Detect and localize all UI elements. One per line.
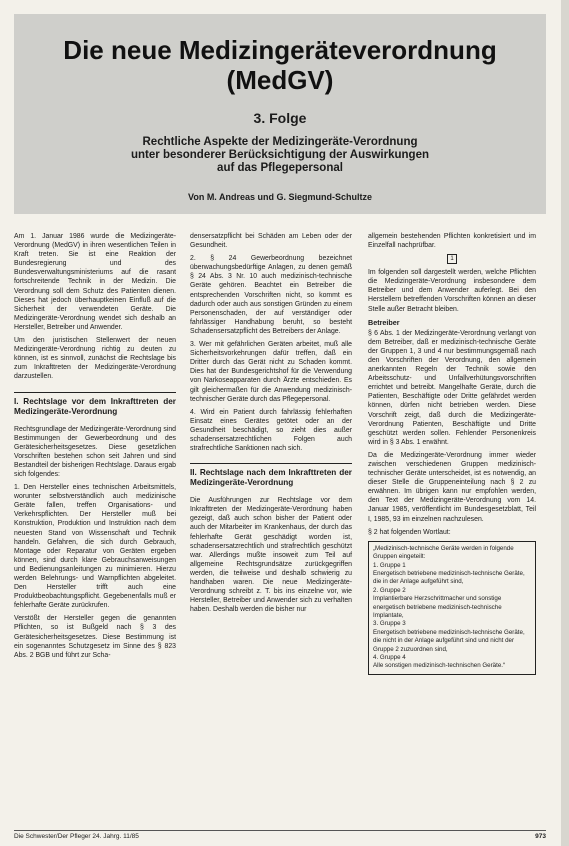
quote-line: „Medizinisch-technische Geräte werden in folgende Gruppen eingeteilt: bbox=[373, 544, 514, 561]
quote-line: 3. Gruppe 3 bbox=[373, 620, 406, 628]
article-subtitle-line1: Rechtliche Aspekte der Medizingeräte-Verordnung bbox=[142, 136, 418, 148]
legal-quote-box bbox=[368, 541, 536, 675]
paragraph: Da die Medizingeräte-Verordnung immer wieder zwischen verschiedenen Gruppen medizinisch-technischer Geräte unterscheidet, ist es notwendig, an dieser Stelle die Gruppeneinteilung nach § 2 zu erwähnen. Im übrigen kann nur empfohlen werden, den Text der Medizingeräte-Verordnung vom 14. Januar 1985, veröffentlicht im Bundesgesetzblatt, Teil I, 1985, 93 im einzelnen nachzulesen. bbox=[368, 451, 536, 523]
article-header bbox=[14, 14, 546, 214]
quote-line: Energetisch betriebene medizinisch-technische Geräte, die nicht in der Anlage aufgeführt sind und nicht der Gruppe 2 zuzuordnen sind, bbox=[373, 628, 525, 653]
paragraph: 3. Wer mit gefährlichen Geräten arbeitet, muß alle Sicherheitsvorkehrungen dafür treffen, daß ein Dritter durch das Gerät nicht zu Schaden kommt. Dies hat der Bundesgerichtshof für die Verwendung von Narkoseapparaten durch Ärzte entschieden. Es gilt gleichermaßen für die Anwendung medizinisch-technischer Geräte durch das Pflegepersonal. bbox=[190, 341, 352, 403]
article-subtitle-line3: auf das Pflegepersonal bbox=[217, 162, 343, 174]
article-subtitle-line2: unter besonderer Berücksichtigung der Auswirkungen bbox=[131, 149, 429, 161]
quote-line: Alle sonstigen medizinisch-technischen Geräte.“ bbox=[373, 662, 506, 670]
quote-line: Implantierbare Herzschrittmacher und sonstige energetisch betriebene medizinisch-technische Implantate, bbox=[373, 595, 502, 619]
text-column-3 bbox=[368, 232, 536, 826]
quote-line: 4. Gruppe 4 bbox=[373, 654, 406, 661]
journal-citation: Die Schwester/Der Pfleger 24. Jahrg. 11/85 bbox=[14, 833, 139, 840]
quote-line: 1. Gruppe 1 bbox=[373, 561, 406, 569]
paragraph: Am 1. Januar 1986 wurde die Medizingeräte-Verordnung (MedGV) in ihren wesentlichen Teilen in Kraft treten. Sie ist eine Reaktion der Bundesregierung und des Bundesverwaltungsministeriums auf die rasant fortschreitende Technik in der Medizin. Die Verordnung soll dem Schutz des Patienten dienen. Dieses hat jedoch überhauptkeinen Einfluß auf die Sicherheit der verwendeten Geräte. Die Medizingeräte-Verordnung wendet sich deshalb an Hersteller, Betreiber und Anwender. bbox=[14, 233, 176, 331]
section-marker bbox=[368, 254, 536, 264]
page-number: 973 bbox=[535, 833, 546, 840]
paragraph: Verstößt der Hersteller gegen die genannten Pflichten, so ist Bußgeld nach § 3 des Gerätesicherheitsgesetzes. Diese Bestimmung ist ein sogenanntes Schutzgesetz im Sinne des § 823 Abs. 2 BGB und führt zur Scha- bbox=[14, 615, 176, 659]
paragraph: Rechtsgrundlage der Medizingeräte-Verordnung sind Bestimmungen der Gewerbeordnung und des Gerätesicherheitsgesetzes. Diese gesetzlichen Vorschriften bestehen schon seit Jahren und sind Bestandteil der bisherigen Rechtslage. Daraus ergab sich folgendes: bbox=[14, 425, 176, 478]
paragraph: § 2 hat folgenden Wortlaut: bbox=[368, 528, 451, 536]
paragraph: 1. Den Hersteller eines technischen Arbeitsmittels, worunter selbstverständlich auch medizinische Geräte fallen, treffen Organisations- und Verkehrspflichten. Der Hersteller muß bei Konstruktion, Produktion und Instruktion nach dem neuesten Stand von Wissenschaft und Technik handeln. Gefahren, die sich durch Gebrauch, Montage oder Reparatur von Geräten ergeben können, sind durch klare Gebrauchsanweisungen und Bedienungsanleitungen zu minimieren. Hierzu werden Belehrungs- und Warnpflichten abgeleitet. Den Hersteller trifft auch eine Produktbeobachtungspflicht. Gegebenenfalls muß er fehlerhafte Geräte zurückrufen. bbox=[14, 484, 176, 610]
section-heading-2: II. Rechtslage nach dem Inkrafttreten der Medizingeräte-Verordnung bbox=[190, 463, 352, 488]
quote-line: 2. Gruppe 2 bbox=[373, 586, 406, 594]
paragraph: § 6 Abs. 1 der Medizingeräte-Verordnung verlangt von dem Betreiber, daß er medizinisch-technische Geräte der Gruppen 1, 3 und 4 nur bestimmungsgemäß nach den Vorschriften der Verordnung, den allgemein anerkannten Regeln der Technik sowie den Arbeitsschutz- und Unfallverhütungsvorschriften errichtet und betreibt. Mangelhafte Geräte, durch die Patienten, Beschäftigte oder Dritte gefährdet werden können, dürfen nicht betrieben werden. Diese Vorschrift zeigt, daß durch die Medizingeräte-Verordnung Patienten, Beschäftigte und Dritte geschützt werden sollen. Fehlender Personenkreis wird in § 3 Abs. 1 erwähnt. bbox=[368, 329, 536, 446]
section-heading-1: I. Rechtslage vor dem Inkrafttreten der Medizingeräte-Verordnung bbox=[14, 392, 176, 417]
paragraph: Die Ausführungen zur Rechtslage vor dem Inkrafttreten der Medizingeräte-Verordnung haben gezeigt, daß auch schon bisher der Patient oder auch der Mitarbeiter im Krankenhaus, der durch das fehlerhafte Gerät geschädigt worden ist, schadensersatzrechtlich und strafrechtlich geschützt war. Allerdings mußte insoweit zum Teil auf allgemeine Rechtsgrundsätze zurückgegriffen werden, die teilweise und deshalb schwierig zu handhaben waren. Die neue Medizingeräte-Verordnung schreibt z. T. bis ins einzelne vor, wie Hersteller, Betreiber und Anwender sich zu verhalten haben. Deshalb werden die bisher nur bbox=[190, 497, 352, 614]
quote-line: Energetisch betriebene medizinisch-technische Geräte, die in der Anlage aufgeführt sind, bbox=[373, 569, 525, 586]
paragraph: 4. Wird ein Patient durch fahrlässig fehlerhaften Einsatz eines Gerätes getötet oder an der Gesundheit beschädigt, so zieht dies außer schadensersatzrechtlichen Folgen auch strafrechtliche Sanktionen nach sich. bbox=[190, 408, 352, 453]
page-footer bbox=[14, 830, 546, 841]
text-column-1 bbox=[14, 232, 176, 826]
article-authors: Von M. Andreas und G. Siegmund-Schultze bbox=[187, 192, 372, 202]
article-title: Die neue Medizingeräteverordnung bbox=[63, 35, 497, 65]
paragraph: Im folgenden soll dargestellt werden, welche Pflichten die Medizingeräte-Verordnung insbesondere dem Betreiber und dem Anwender auferlegt. Bei den Herstellern betreffenden Vorschriften können an dieser Stelle außer Betracht bleiben. bbox=[368, 269, 536, 313]
article-title-abbreviation: (MedGV) bbox=[226, 65, 334, 95]
paragraph: densersatzpflicht bei Schäden am Leben oder der Gesundheit. bbox=[190, 233, 352, 250]
scan-edge bbox=[561, 0, 569, 846]
paragraph: allgemein bestehenden Pflichten konkretisiert und im Einzelfall nachprüfbar. bbox=[368, 233, 536, 250]
paragraph: 2. § 24 Gewerbeordnung bezeichnet überwachungsbedürftige Anlagen, zu denen gemäß § 24 Abs. 3 Nr. 10 auch medizinisch-technische Geräte gehören. Beachtet ein Betreiber die entsprechenden Vorschriften nicht, so kommt es dadurch oder auch aus sonstigen Gründen zu einem Personenschaden, der auf verständiger oder fahrlässiger Handhabung beruht, so besteht Schadensersatzpflicht des Betreibers der Anlage. bbox=[190, 255, 352, 335]
subheading-betreiber: Betreiber bbox=[368, 317, 400, 327]
series-part: 3. Folge bbox=[253, 110, 307, 126]
marker-box: 1 bbox=[447, 254, 457, 264]
paragraph: Um den juristischen Stellenwert der neuen Medizingeräte-Verordnung richtig zu deuten zu können, ist es sinnvoll, zunächst die Rechtslage bis zum Inkrafttreten der Medizingeräte-Verordnung darzustellen. bbox=[14, 337, 176, 381]
text-column-2 bbox=[190, 232, 352, 826]
